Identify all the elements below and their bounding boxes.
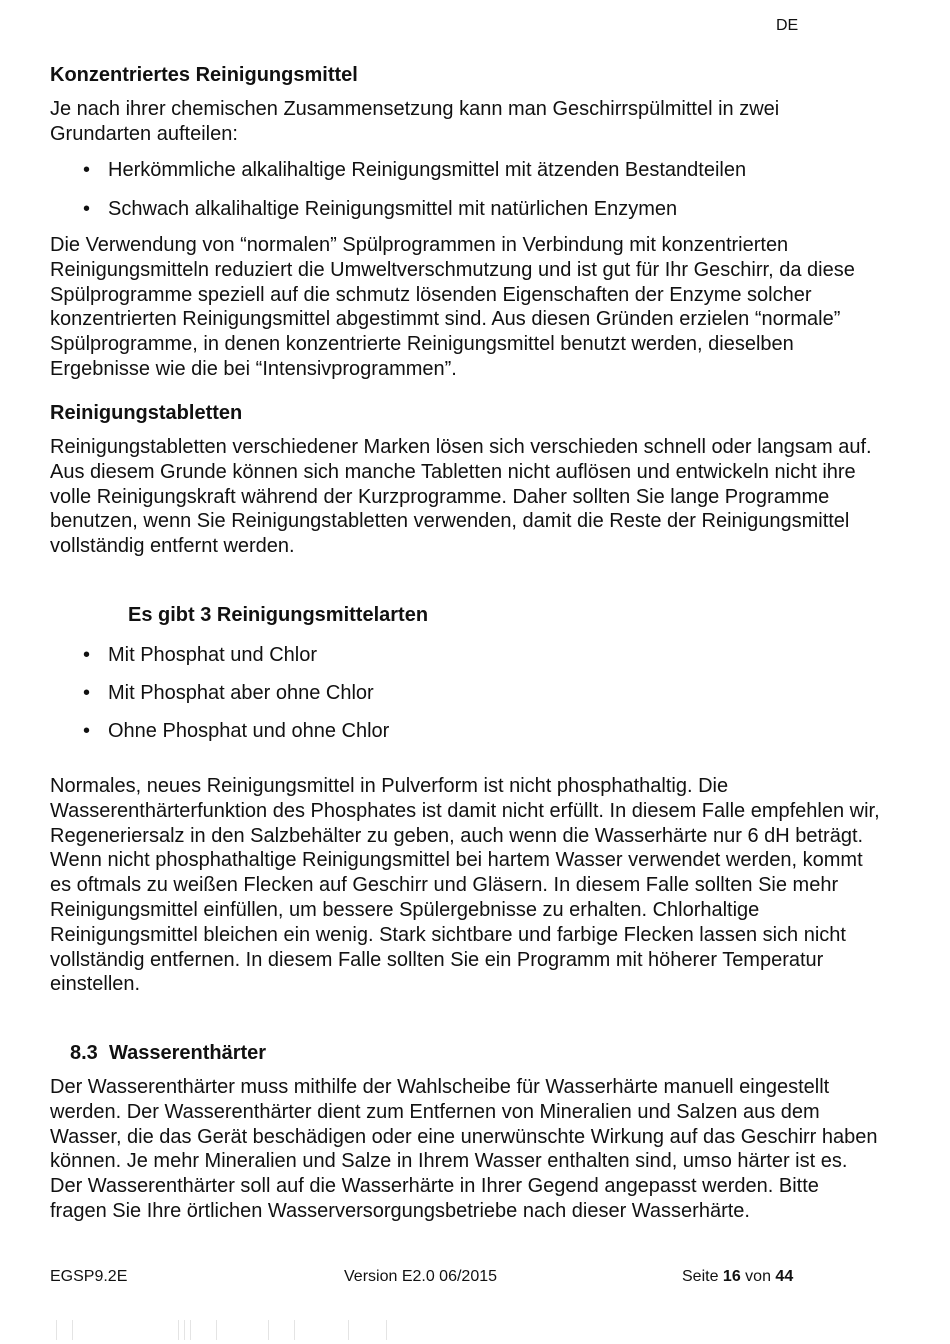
- section1-body: Die Verwendung von “normalen” Spülprogrammen in Verbindung mit konzentrierten Reinigungsmitteln reduziert die Umweltverschmutzung und ist gut für Ihr Geschirr, da diese Spülprogramme speziell auf die schmutz lösenden Eigenschaften der Enzyme solcher konzentrierten Reinigungsmittel abgestimmt sind. Aus diesen Gründen erzielen “normale” Spülprogramme, in denen konzentrierte Reinigungsmittel benutzt werden, dieselben Ergebnisse wie die bei “Intensivprogrammen”.: [50, 234, 855, 380]
- language-code: DE: [776, 17, 799, 34]
- bullet-icon: •: [83, 159, 91, 181]
- section-number: 8.3: [70, 1042, 98, 1064]
- section-title: Wasserenthärter: [108, 1042, 267, 1064]
- bullet-icon: •: [83, 682, 91, 704]
- bullet-icon: •: [83, 644, 91, 666]
- section1-intro: Je nach ihrer chemischen Zusammensetzung kann man Geschirrspülmittel in zwei Grundarten aufteilen:: [50, 98, 780, 145]
- section-heading-wasserenthaerter: [70, 1041, 266, 1065]
- scan-artifact-marks: [56, 1320, 436, 1342]
- bullet-icon: •: [83, 198, 91, 220]
- document-page: DE Konzentriertes Reinigungsmittel Je nach ihrer chemischen Zusammensetzung kann man Geschirrspülmittel in zwei Grundarten aufteilen: • Herkömmliche alkalihaltige Reinigungsmittel mit ätzenden Bestandteilen • Schwach alkalihaltige Reinigungsmittel mit natürlichen Enzymen Die Verwendung von “normalen” Spülprogrammen in Verbindung mit konzentrierten Reinigungsmitteln reduziert die Umweltverschmutzung und ist gut für Ihr Geschirr, da diese Spülprogramme speziell auf die schmutz lösenden Eigenschaften der Enzyme solcher konzentrierten Reinigungsmittel abgestimmt sind. Aus diesen Gründen erzielen “normale” Spülprogramme, in denen konzentrierte Reinigungsmittel benutzt werden, dieselben Ergebnisse wie die bei “Intensivprogrammen”. Reinigungstabletten Reinigungstabletten verschiedener Marken lösen sich verschieden schnell oder langsam auf. Aus diesem Grunde können sich manche Tabletten nicht auflösen und entwickeln nicht ihre volle Reinigungskraft während der Kurzprogramme. Daher sollten Sie lange Programme benutzen, wenn Sie Reinigungstabletten verwenden, damit die Reste der Reinigungsmittel vollständig entfernt werden. Es gibt 3 Reinigungsmittelarten • Mit Phosphat und Chlor • Mit Phosphat aber ohne Chlor • Ohne Phosphat und ohne Chlor Normales, neues Reinigungsmittel in Pulverform ist nicht phosphathaltig. Die Wasserenthärterfunktion des Phosphates ist damit nicht erfüllt. In diesem Falle empfehlen wir, Regeneriersalz in den Salzbehälter zu geben, auch wenn die Wasserhärte nur 6 dH beträgt. Wenn nicht phosphathaltige Reinigungsmittel bei hartem Wasser verwendet werden, kommt es oftmals zu weißen Flecken auf Geschirr und Gläsern. In diesem Falle sollten Sie mehr Reinigungsmittel einfüllen, um bessere Spülergebnisse zu erhalten. Chlorhaltige Reinigungsmittel bleichen ein wenig. Stark sichtbare und farbige Flecken lassen sich nicht vollständig entfernen. In diesem Falle sollten Sie ein Programm mit höherer Temperatur einstellen. 8.3 Wasserenthärter Der Wasserenthärter muss mithilfe der Wahlscheibe für Wasserhärte manuell eingestellt werden. Der Wasserenthärter dient zum Entfernen von Mineralien und Salzen aus dem Wasser, die das Gerät beschädigen oder eine unerwünschte Wirkung auf das Geschirr haben können. Je mehr Mineralien und Salze in Ihrem Wasser enthalten sind, umso härter ist es. Der Wasserenthärter soll auf die Wasserhärte in Ihrer Gegend angepasst werden. Bitte fragen Sie Ihre örtlichen Wasserversorgungsbetriebe nach dieser Wasserhärte. EGSP9.2E Version E2.0 06/2015 Seite 16 von 44: [50, 17, 880, 1285]
- section2-body: Reinigungstabletten verschiedener Marken lösen sich verschieden schnell oder langsam auf. Aus diesem Grunde können sich manche Tabletten nicht auflösen und entwickeln nicht ihre volle Reinigungskraft während der Kurzprogramme. Daher sollten Sie lange Programme benutzen, wenn Sie Reinigungstabletten verwenden, damit die Reste der Reinigungsmittel vollständig entfernt werden.: [50, 436, 872, 558]
- footer-version: Version E2.0 06/2015: [344, 1268, 498, 1285]
- section3-body: Normales, neues Reinigungsmittel in Pulverform ist nicht phosphathaltig. Die Wasserenthärterfunktion des Phosphates ist damit nicht erfüllt. In diesem Falle empfehlen wir, Regeneriersalz in den Salzbehälter zu geben, auch wenn die Wasserhärte nur 6 dH beträgt. Wenn nicht phosphathaltige Reinigungsmittel bei hartem Wasser verwendet werden, kommt es oftmals zu weißen Flecken auf Geschirr und Gläsern. In diesem Falle sollten Sie mehr Reinigungsmittel einfüllen, um bessere Spülergebnisse zu erhalten. Chlorhaltige Reinigungsmittel bleichen ein wenig. Stark sichtbare und farbige Flecken lassen sich nicht vollständig entfernen. In diesem Falle sollten Sie ein Programm mit höherer Temperatur einstellen.: [50, 775, 880, 996]
- section-title-reinigungstabletten: Reinigungstabletten: [50, 402, 243, 424]
- section-title-reinigungsmittelarten: Es gibt 3 Reinigungsmittelarten: [128, 604, 429, 626]
- bullet-icon: •: [83, 720, 91, 742]
- section4-body: Der Wasserenthärter muss mithilfe der Wahlscheibe für Wasserhärte manuell eingestellt werden. Der Wasserenthärter dient zum Entfernen von Mineralien und Salzen aus dem Wasser, die das Gerät beschädigen oder eine unerwünschte Wirkung auf das Geschirr haben können. Je mehr Mineralien und Salze in Ihrem Wasser enthalten sind, umso härter ist es. Der Wasserenthärter soll auf die Wasserhärte in Ihrer Gegend angepasst werden. Bitte fragen Sie Ihre örtlichen Wasserversorgungsbetriebe nach dieser Wasserhärte.: [50, 1076, 878, 1222]
- footer-model: EGSP9.2E: [50, 1268, 128, 1285]
- footer-page-number: Seite 16 von 44: [682, 1268, 794, 1285]
- section-title-konzentriertes: Konzentriertes Reinigungsmittel: [50, 64, 358, 86]
